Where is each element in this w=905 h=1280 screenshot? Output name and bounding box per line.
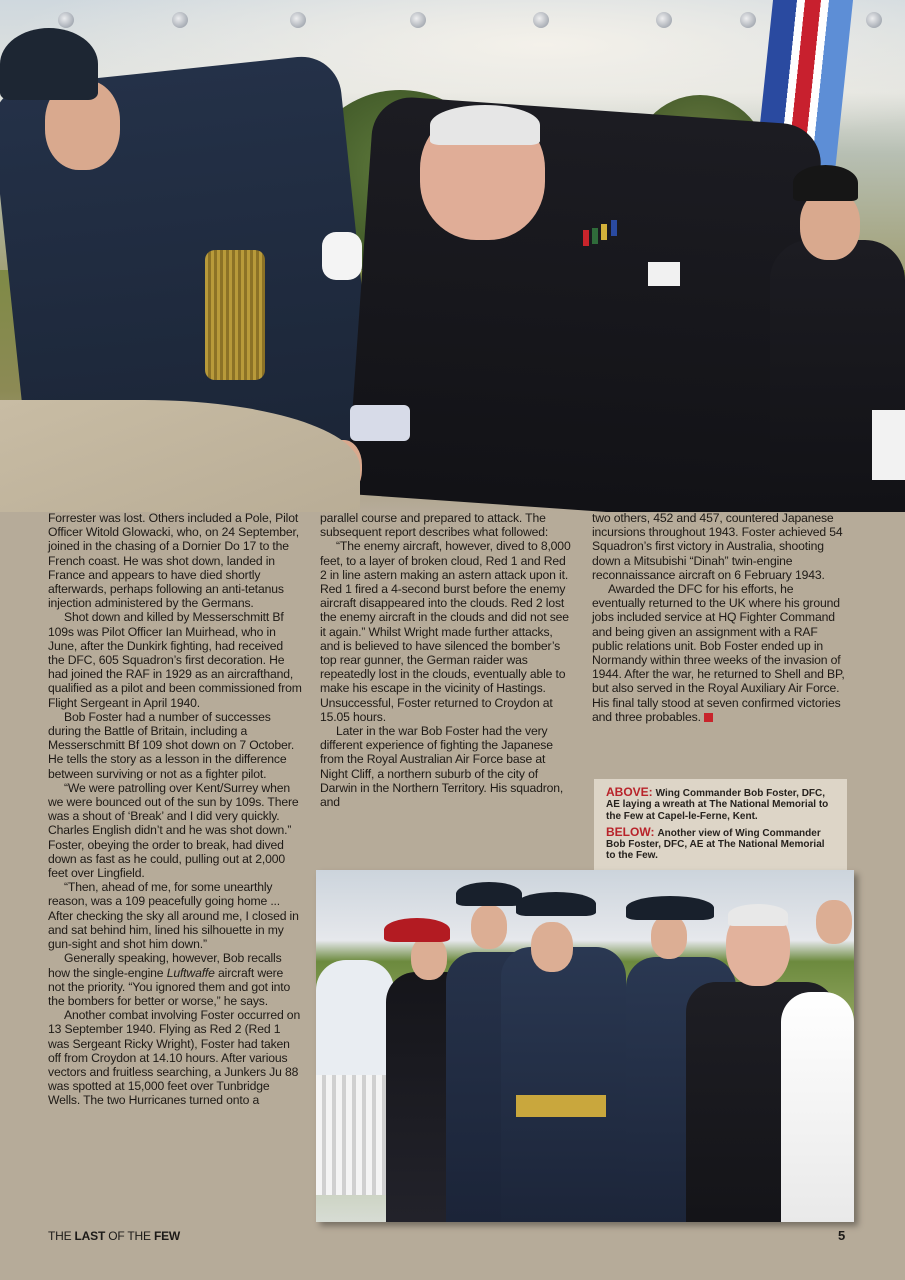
article-column-2 xyxy=(320,511,572,809)
top-photo xyxy=(0,0,905,512)
paragraph: Later in the war Bob Foster had the very different experience of fighting the Japanese from the Royal Australian Air Force base at Night Cliff, a northern suburb of the city of Darwin in the Northern Territory. His squadron, and xyxy=(320,724,564,810)
paragraph: “We were patrolling over Kent/Surrey when we were bounced out of the sun by 109s. There was a shout of ‘Break’ and I did very quickly. Charles English didn’t and he was shot down.” Foster, obeying the order to break, had dived down as fast as he could, pulling out at 2,000 feet over Lingfield. xyxy=(48,780,299,881)
paragraph: Awarded the DFC for his efforts, he eventually returned to the UK where his ground jobs included service at HQ Fighter Command and being given an assignment with a RAF public relations unit. Bob Foster ended up in Normandy within three weeks of the invasion of 1944. After the war, he returned to Shell and BP, but also served in the Royal Auxiliary Air Force. His final tally stood at seven confirmed victories and three probables. xyxy=(592,582,845,724)
paragraph: Another combat involving Foster occurred on 13 September 1940. Flying as Red 2 (Red 1 was Sergeant Ricky Wright), Foster had taken off from Croydon at 14.10 hours. After various vectors and fruitless searching, a Junkers Ju 88 was spotted at 15,000 feet over Tunbridge Wells. The two Hurricanes turned onto a xyxy=(48,1008,301,1108)
paragraph: parallel course and prepared to attack. The subsequent report describes what followed: xyxy=(320,511,549,540)
photo-caption-box xyxy=(594,779,847,872)
caption-above: ABOVE: Wing Commander Bob Foster, DFC, AE laying a wreath at The National Memorial to the Few at Capel-le-Ferne, Kent. xyxy=(606,785,829,822)
article-column-1 xyxy=(48,511,302,1108)
paragraph: “Then, ahead of me, for some unearthly reason, was a 109 peacefully going home ... After checking the sky all around me, I closed in and sat behind him, lined his silhouette in my gun-sight and shot him down.” xyxy=(48,880,299,952)
paragraph: “The enemy aircraft, however, dived to 8,000 feet, to a layer of broken cloud, Red 1 and Red 2 in line astern making an astern attack upon it. Red 1 fired a 4-second burst before the enemy aircraft disappeared into the clouds. Red 2 lost the enemy aircraft in the clouds and did not see it again.” Whilst Wright made further attacks, and is believed to have silenced the bomber’s top rear gunner, the German raider was repeatedly lost in the clouds, eventually able to make his escape in the vicinity of Hastings. Unsuccessful, Foster returned to Croydon at 15.05 hours. xyxy=(320,539,571,724)
paragraph: two others, 452 and 457, countered Japanese incursions throughout 1943. Foster achieved 54 Squadron’s first victory in Australia, shooting down a Mitsubishi “Dinah” twin-engine reconnaissance aircraft on 6 February 1943. xyxy=(592,511,843,582)
caption-below: BELOW: Another view of Wing Commander Bob Foster, DFC, AE at The National Memorial to the Few. xyxy=(606,824,825,862)
paragraph: Generally speaking, however, Bob recalls how the single-engine Luftwaffe aircraft were not the priority. “You ignored them and got into the bombers for better or worse,” he says. xyxy=(48,951,291,1008)
paragraph: Shot down and killed by Messerschmitt Bf 109s was Pilot Officer Ian Muirhead, who in June, after the Dunkirk fighting, had received the DFC, 605 Squadron’s first decoration. He had joined the RAF in 1929 as an aircrafthand, qualified as a pilot and been commissioned from Flight Sergeant in April 1940. xyxy=(48,610,302,710)
paragraph: Bob Foster had a number of successes during the Battle of Britain, including a Messerschmitt Bf 109 shot down on 7 October. He tells the story as a lesson in the difference between surviving or not as a fighter pilot. xyxy=(48,709,295,781)
running-footer: THE LAST OF THE FEW xyxy=(48,1229,181,1243)
page-number: 5 xyxy=(838,1228,846,1243)
bottom-photo xyxy=(316,870,854,1222)
end-mark-icon xyxy=(704,713,713,722)
paragraph: Forrester was lost. Others included a Pole, Pilot Officer Witold Glowacki, who, on 24 September, joined in the chasing of a Dornier Do 17 to the French coast. He was shot down, landed in France and appears to have died shortly afterwards, perhaps following an anti-tetanus injection administered by the Germans. xyxy=(48,511,299,611)
article-column-3 xyxy=(592,511,848,724)
